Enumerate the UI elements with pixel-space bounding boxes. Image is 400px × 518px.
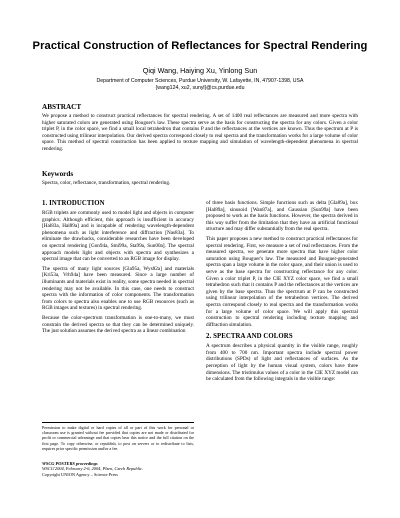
keywords-heading: Keywords [42,170,74,178]
proceedings-venue: WSCG'2004, February 2-6, 2004, Plzen, Czech Republic. [42,466,144,472]
abstract-text: We propose a method to construct practical reflectances for spectral rendering. A set of 1400 real reflectances are measured and more spectra with higher saturated colors are generated using Bouguer's law. These spectra serve as the basis for constructing the spectra for any colors. Given a color triplet P, in the color space, we find a small local tetrahedron that contains P and the reflectances at the vertices are known. Thus the spectrum at P is constructed using trilinear interpolation. Our derived spectra correspond closely to real spectra and the transformation works for a large volume of color space. This method of spectral construction has been applied to texture mapping and simulation of wavelength-dependent phenomena in spectral rendering. [42,113,358,152]
author-emails: {wang124, xu2, sunyl}@cs.purdue.edu [155,85,245,91]
affiliation: Department of Computer Sciences, Purdue University, W. Lafayette, IN, 47907-1398, USA [96,78,304,84]
affiliation-block [0,78,400,92]
copyright-footnote: Permission to make digital or hard copies of all or part of this work for personal or classroom use is granted without fee provided that copies are not made or distributed for profit or commercial advantage and that copies bear this notice and the full citation on the first page. To copy otherwise, or republish, to post on servers or to redistribute to lists, requires prior specific permission and/or a fee. [42,425,194,451]
footnote-divider [42,422,194,423]
keywords-text: Spectra, color, reflectance, transformation, spectral rendering. [42,180,171,186]
intro-paragraph-3: Because the color-spectrum transformation is one-to-many, we must constrain the derived spectra so that they can be determined uniquely. The just solution assumes the derived spectra as a linear combination [42,314,194,335]
proceedings-heading: WSCG POSTERS proceedings [42,461,98,466]
intro-paragraph-5: This paper proposes a new method to construct practical reflectances for spectral rendering. First, we measure a set of real reflectances. From the measured spectra, we generate more spectra that have higher color saturation using Bouguer's law. The measured and Bouguer-generated spectra span a large volume in the color space, and their union is used to serve as the base spectra for constructing reflectance for any color. Given a color triplet P, in the CIE XYZ color space, we find a small tetrahedron such that it contains P and the reflectances at the vertices are given by the base spectra. Thus the spectrum at P can be constructed using trilinear interpolation of the tetrahedron vertices. The derived spectra correspond closely to real spectra and the transformation works for a large volume of color space. We will apply this spectral construction to spectral rendering including texture mapping and diffraction simulation. [206,235,358,328]
section-2-heading: 2. SPECTRA AND COLORS [206,333,293,341]
paper-title: Practical Construction of Reflectances for Spectral Rendering [32,40,368,52]
intro-paragraph-2: The spectra of many light sources [Gla95a, Wys82a] and materials [Kri53a, Vrh94a] have been measured. Since a large number of illuminants and materials exist in reality, some spectra needed in spectral rendering may not be available. In this case, one needs to construct spectra with the information of color components. The transformation from colors to spectra also enables one to use RGB resources (such as RGB images and textures) in spectral rendering. [42,265,194,312]
proceedings-block [42,461,194,477]
proceedings-copyright: Copyright UNION Agency – Science Press [42,471,118,477]
intro-paragraph-1: RGB triplets are commonly used to model light and objects in computer graphics. Although efficient, this approach is insufficient in accuracy [Hal83a, Hal89a] and is incapable of rendering wavelength-dependent phenomena such as light interference and diffraction [Nas83a]. To eliminate the drawbacks, considerable researches have been developed on spectral rendering [Gon94a, Smi99a, Sta99a, Sun00a]. The spectral approach models light and objects with spectra and synthesizes a spectral image that can be converted to an RGB image for display. [42,210,194,263]
section-1-heading: 1. INTRODUCTION [42,200,105,207]
intro-paragraph-4: of three basis functions. Simple functions such as delta [Gla89a], box [Hal89a], sinusoid [Wan87a], and Gaussian [Sun99a] have been proposed to work as the basis functions. However, the spectra derived in this way suffer from the limitation that they have an artificial functional structure and may differ substantially from the real spectra. [206,200,358,233]
author-list: Qiqi Wang, Haiying Xu, Yinlong Sun [142,66,258,75]
left-column [42,200,194,338]
right-column [206,200,358,386]
abstract-heading: ABSTRACT [42,103,82,111]
section-2-paragraph: A spectrum describes a physical quantity in the visible range, roughly from 400 to 700 nm. Important spectra include spectral power distributions (SPDs) of light and reflectances of surfaces. As the perception of light by the human visual system, colors have three dimensions. The tristimulus values of a color in the CIE XYZ model can be calculated from the following integrals in the visible range: [206,343,358,383]
